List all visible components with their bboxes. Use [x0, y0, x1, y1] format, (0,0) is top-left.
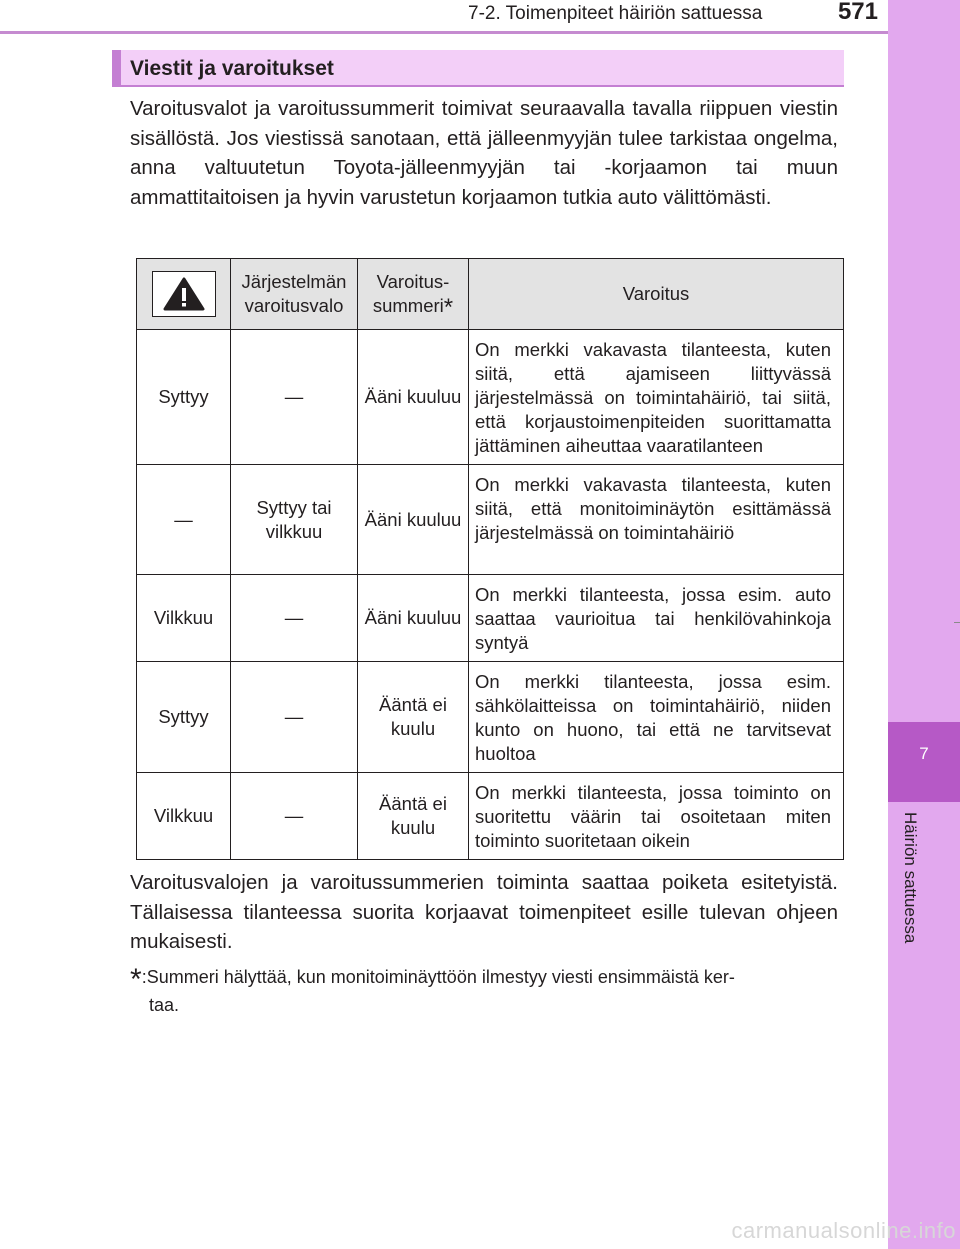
side-tick [954, 622, 960, 623]
footnote [130, 963, 838, 1019]
system-light-cell: — [231, 575, 358, 662]
table-row [137, 662, 844, 773]
buzzer-header [358, 259, 469, 330]
system-light-cell: — [231, 330, 358, 465]
master-light-cell: — [137, 465, 231, 575]
warning-cell: On merkki tilanteesta, jossa esim. auto saattaa vaurioitua tai henkilövahinkoja syntyä [469, 575, 844, 662]
master-light-cell: Syttyy [137, 662, 231, 773]
master-light-cell: Syttyy [137, 330, 231, 465]
table-row [137, 330, 844, 465]
chapter-tab[interactable]: 7 [888, 722, 960, 802]
footnote-mark: * [130, 963, 142, 996]
running-header: 7-2. Toimenpiteet häiriön sattuessa [468, 3, 763, 24]
table-row [137, 575, 844, 662]
footnote-line-1: :Summeri hälyttää, kun monitoiminäyttöön ilmestyy viesti ensimmäistä ker- [141, 967, 735, 987]
system-light-cell: — [231, 662, 358, 773]
warning-header: Varoitus [469, 259, 844, 330]
system-light-header: Järjestelmän varoitusvalo [231, 259, 358, 330]
buzzer-cell: Ääntä ei kuulu [358, 773, 469, 860]
buzzer-header-text: Varoitus-summeri [372, 271, 450, 316]
section-heading: Viestit ja varoitukset [112, 50, 844, 87]
master-light-cell: Vilkkuu [137, 773, 231, 860]
buzzer-cell: Ääni kuuluu [358, 465, 469, 575]
buzzer-footnote-mark: * [443, 294, 454, 321]
header-rule [0, 31, 888, 34]
warning-cell: On merkki vakavasta tilanteesta, kuten siitä, että ajamiseen liittyvässä järjestelmässä on toimintahäiriö, tai siitä, että korjaustoimenpiteiden suorittamatta jättäminen aiheuttaa vaaratilanteen [469, 330, 844, 465]
system-light-cell: — [231, 773, 358, 860]
warning-cell: On merkki tilanteesta, jossa esim. sähkölaitteissa on toimintahäiriö, niiden kunto on huono, tai että ne tarvitsevat huoltoa [469, 662, 844, 773]
table-row [137, 773, 844, 860]
footnote-line-2: taa. [149, 995, 180, 1015]
chapter-label: Häiriön sattuessa [901, 812, 920, 944]
system-light-cell: Syttyy tai vilkkuu [231, 465, 358, 575]
side-strip [888, 0, 960, 1249]
intro-paragraph: Varoitusvalot ja varoitussummerit toimivat seuraavalla tavalla riippuen viestin sisällöstä. Jos viestissä sanotaan, että jälleenmyyjän tulee tarkistaa ongelma, anna valtuutetun Toyota-jälleenmyyjän tai -korjaamon tai muun ammattitaitoisen ja hyvin varustetun korjaamon tutkia auto välittömästi. [130, 97, 838, 209]
buzzer-cell: Ääntä ei kuulu [358, 662, 469, 773]
warning-table [136, 258, 844, 860]
warning-cell: On merkki vakavasta tilanteesta, kuten siitä, että monitoiminäytön esittämässä järjestelmässä on toimintahäiriö [469, 465, 844, 575]
outro-paragraph: Varoitusvalojen ja varoitussummerien toiminta saattaa poiketa esitetyistä. Tällaisessa tilanteessa suorita korjaavat toimenpiteet esille tulevan ohjeen mukaisesti. [130, 871, 838, 953]
warning-cell: On merkki tilanteesta, jossa toiminto on suoritettu väärin tai osoitetaan miten toiminto suoritetaan oikein [469, 773, 844, 860]
master-light-cell: Vilkkuu [137, 575, 231, 662]
table-header-row [137, 259, 844, 330]
watermark: carmanualsonline.info [731, 1218, 956, 1243]
buzzer-cell: Ääni kuuluu [358, 575, 469, 662]
warning-triangle-icon [152, 271, 216, 317]
buzzer-cell: Ääni kuuluu [358, 330, 469, 465]
master-warning-header [137, 259, 231, 330]
table-row [137, 465, 844, 575]
page-number: 571 [837, 0, 878, 25]
